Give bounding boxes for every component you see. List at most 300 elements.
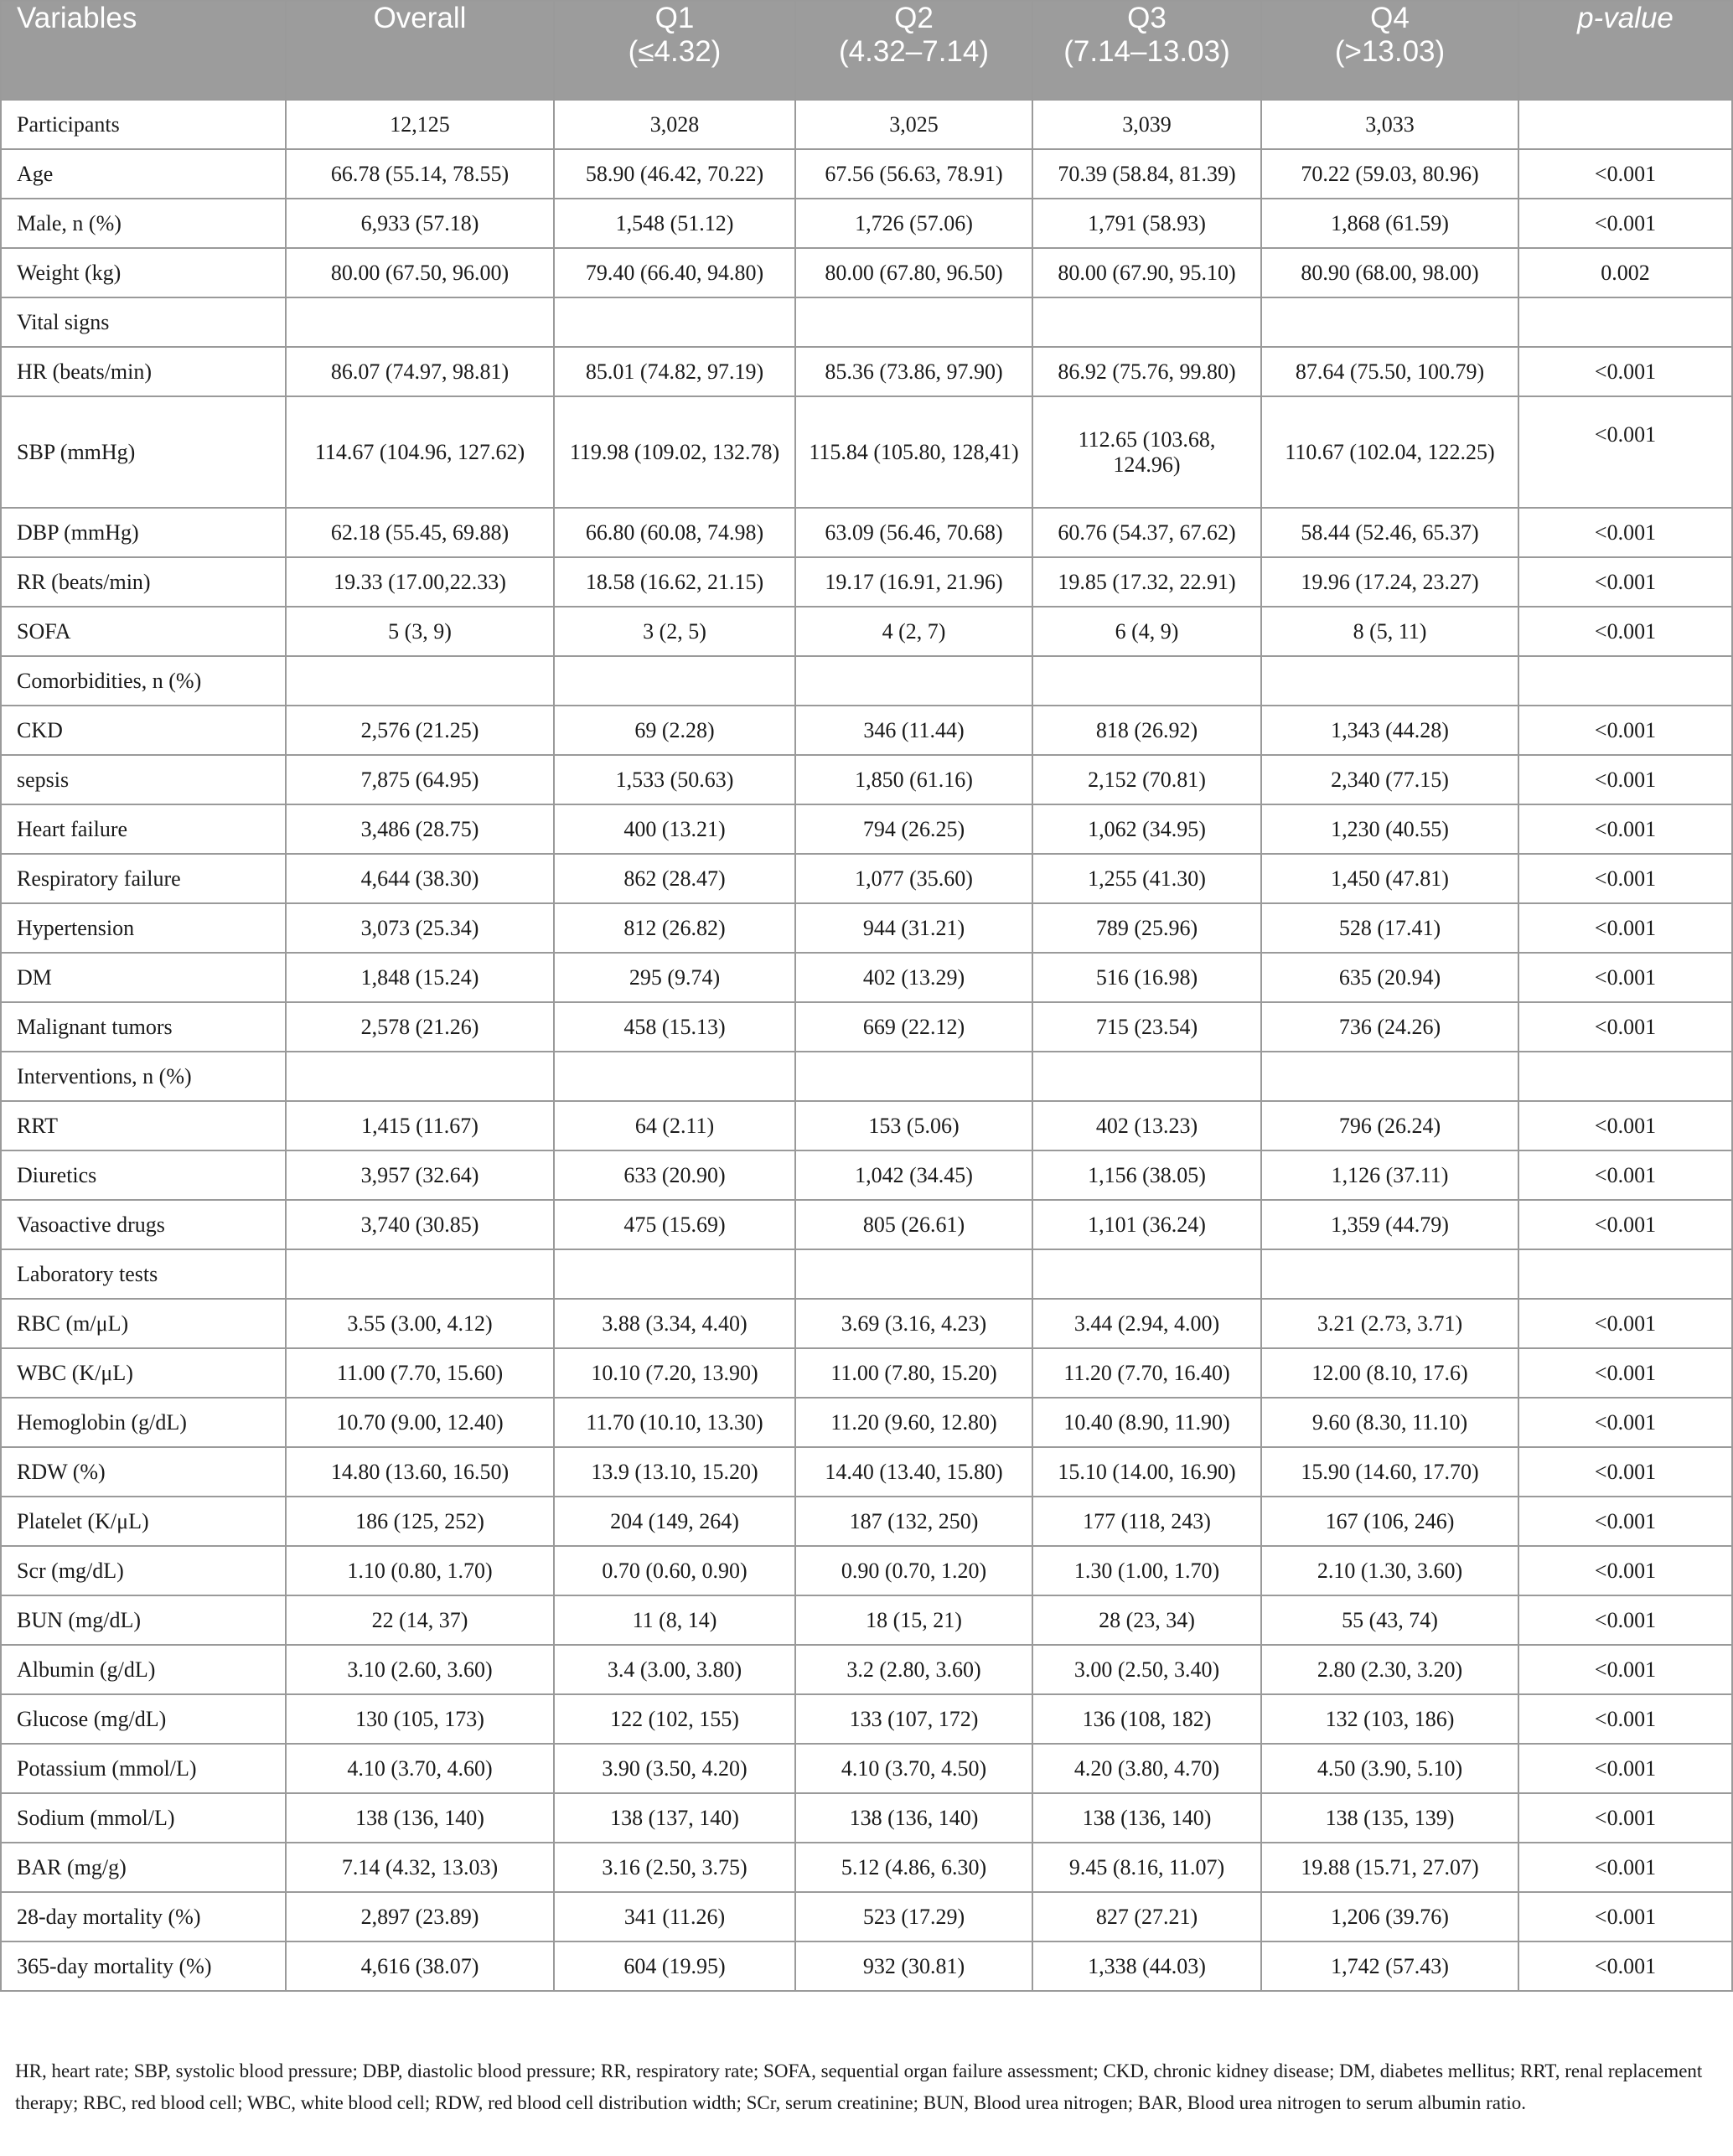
table-row xyxy=(1,953,1732,1002)
table-cell: 67.56 (56.63, 78.91) xyxy=(795,149,1032,199)
table-cell: <0.001 xyxy=(1518,199,1732,248)
table-cell: <0.001 xyxy=(1518,396,1732,508)
table-cell: 789 (25.96) xyxy=(1032,903,1261,953)
table-cell: 458 (15.13) xyxy=(554,1002,795,1052)
table-cell: 3,033 xyxy=(1261,100,1518,149)
table-cell: 1,359 (44.79) xyxy=(1261,1200,1518,1249)
table-cell: 827 (27.21) xyxy=(1032,1892,1261,1941)
table-row xyxy=(1,854,1732,903)
table-row xyxy=(1,1398,1732,1447)
table-cell: 3,025 xyxy=(795,100,1032,149)
table-cell: 177 (118, 243) xyxy=(1032,1497,1261,1546)
table-cell: <0.001 xyxy=(1518,1150,1732,1200)
table-cell: 794 (26.25) xyxy=(795,804,1032,854)
table-cell: <0.001 xyxy=(1518,1694,1732,1744)
table-row xyxy=(1,1793,1732,1843)
header-label: p-value xyxy=(1577,2,1674,34)
table-cell: <0.001 xyxy=(1518,1892,1732,1941)
table-row xyxy=(1,100,1732,149)
table-cell: 19.33 (17.00,22.33) xyxy=(286,557,554,607)
table-cell: 80.00 (67.80, 96.50) xyxy=(795,248,1032,297)
table-cell: 1,533 (50.63) xyxy=(554,755,795,804)
table-cell xyxy=(1032,1249,1261,1299)
table-cell: 2.80 (2.30, 3.20) xyxy=(1261,1645,1518,1694)
row-label: DM xyxy=(1,953,286,1002)
table-cell: 5 (3, 9) xyxy=(286,607,554,656)
table-cell: <0.001 xyxy=(1518,1843,1732,1892)
table-row xyxy=(1,1348,1732,1398)
table-cell: <0.001 xyxy=(1518,1546,1732,1595)
table-cell: 11.00 (7.80, 15.20) xyxy=(795,1348,1032,1398)
table-cell: 63.09 (56.46, 70.68) xyxy=(795,508,1032,557)
table-cell: 15.10 (14.00, 16.90) xyxy=(1032,1447,1261,1497)
row-label: 28-day mortality (%) xyxy=(1,1892,286,1941)
table-cell xyxy=(554,656,795,706)
table-cell xyxy=(795,656,1032,706)
table-cell: 932 (30.81) xyxy=(795,1941,1032,1991)
table-row xyxy=(1,1200,1732,1249)
table-cell: 0.70 (0.60, 0.90) xyxy=(554,1546,795,1595)
table-row xyxy=(1,1101,1732,1150)
table-row xyxy=(1,1595,1732,1645)
table-cell: 400 (13.21) xyxy=(554,804,795,854)
table-cell: 11.70 (10.10, 13.30) xyxy=(554,1398,795,1447)
table-cell: 346 (11.44) xyxy=(795,706,1032,755)
table-cell: 19.88 (15.71, 27.07) xyxy=(1261,1843,1518,1892)
table-cell: 13.9 (13.10, 15.20) xyxy=(554,1447,795,1497)
row-label: Hemoglobin (g/dL) xyxy=(1,1398,286,1447)
row-label: RBC (m/μL) xyxy=(1,1299,286,1348)
table-header xyxy=(1,1,1732,100)
table-cell: <0.001 xyxy=(1518,854,1732,903)
row-label: RR (beats/min) xyxy=(1,557,286,607)
table-cell: <0.001 xyxy=(1518,1744,1732,1793)
row-label: Laboratory tests xyxy=(1,1249,286,1299)
table-cell: 6,933 (57.18) xyxy=(286,199,554,248)
table-cell xyxy=(1518,100,1732,149)
table-cell: 4.50 (3.90, 5.10) xyxy=(1261,1744,1518,1793)
table-cell: 60.76 (54.37, 67.62) xyxy=(1032,508,1261,557)
row-label: DBP (mmHg) xyxy=(1,508,286,557)
table-row xyxy=(1,1002,1732,1052)
table-row xyxy=(1,607,1732,656)
table-cell: 4.10 (3.70, 4.50) xyxy=(795,1744,1032,1793)
header-p-value xyxy=(1518,1,1732,100)
table-cell: 1,062 (34.95) xyxy=(1032,804,1261,854)
row-label: Vital signs xyxy=(1,297,286,347)
table-cell xyxy=(1518,1249,1732,1299)
header-range: (7.14–13.03) xyxy=(1063,35,1230,68)
table-cell: 3.90 (3.50, 4.20) xyxy=(554,1744,795,1793)
table-row xyxy=(1,1052,1732,1101)
table-cell: 86.92 (75.76, 99.80) xyxy=(1032,347,1261,396)
table-cell: <0.001 xyxy=(1518,1398,1732,1447)
table-cell: 1,742 (57.43) xyxy=(1261,1941,1518,1991)
table-cell: 3,486 (28.75) xyxy=(286,804,554,854)
table-cell: 187 (132, 250) xyxy=(795,1497,1032,1546)
table-cell: 4.10 (3.70, 4.60) xyxy=(286,1744,554,1793)
table-cell: 516 (16.98) xyxy=(1032,953,1261,1002)
table-cell: 3,028 xyxy=(554,100,795,149)
table-cell: 1.10 (0.80, 1.70) xyxy=(286,1546,554,1595)
table-cell: 528 (17.41) xyxy=(1261,903,1518,953)
table-cell: <0.001 xyxy=(1518,508,1732,557)
table-row xyxy=(1,1843,1732,1892)
table-cell: 3.00 (2.50, 3.40) xyxy=(1032,1645,1261,1694)
table-cell: 633 (20.90) xyxy=(554,1150,795,1200)
table-row xyxy=(1,1546,1732,1595)
row-label: BUN (mg/dL) xyxy=(1,1595,286,1645)
table-cell xyxy=(554,297,795,347)
table-cell: 1,850 (61.16) xyxy=(795,755,1032,804)
table-cell: 62.18 (55.45, 69.88) xyxy=(286,508,554,557)
header-q4 xyxy=(1261,1,1518,100)
table-cell: 11.00 (7.70, 15.60) xyxy=(286,1348,554,1398)
row-label: Diuretics xyxy=(1,1150,286,1200)
row-label: Male, n (%) xyxy=(1,199,286,248)
header-range: (≤4.32) xyxy=(628,35,722,68)
table-cell: <0.001 xyxy=(1518,953,1732,1002)
table-row xyxy=(1,297,1732,347)
table-row xyxy=(1,149,1732,199)
table-row xyxy=(1,1744,1732,1793)
table-cell: 1,791 (58.93) xyxy=(1032,199,1261,248)
table-cell: 66.80 (60.08, 74.98) xyxy=(554,508,795,557)
row-label: WBC (K/μL) xyxy=(1,1348,286,1398)
table-cell xyxy=(1032,297,1261,347)
table-cell: 22 (14, 37) xyxy=(286,1595,554,1645)
header-variables xyxy=(1,1,286,100)
header-overall xyxy=(286,1,554,100)
table-cell xyxy=(286,1249,554,1299)
table-cell: 10.70 (9.00, 12.40) xyxy=(286,1398,554,1447)
table-cell xyxy=(286,297,554,347)
table-row xyxy=(1,1941,1732,1991)
table-cell: 12,125 xyxy=(286,100,554,149)
table-cell: 115.84 (105.80, 128,41) xyxy=(795,396,1032,508)
table-cell: 715 (23.54) xyxy=(1032,1002,1261,1052)
table-cell: 635 (20.94) xyxy=(1261,953,1518,1002)
table-cell: 2,897 (23.89) xyxy=(286,1892,554,1941)
table-row xyxy=(1,1447,1732,1497)
table-body xyxy=(1,100,1732,1991)
table-cell xyxy=(1032,1052,1261,1101)
table-cell: 2,578 (21.26) xyxy=(286,1002,554,1052)
table-cell: 11 (8, 14) xyxy=(554,1595,795,1645)
row-label: sepsis xyxy=(1,755,286,804)
table-cell xyxy=(795,1249,1032,1299)
table-cell: 70.39 (58.84, 81.39) xyxy=(1032,149,1261,199)
table-cell: 1,338 (44.03) xyxy=(1032,1941,1261,1991)
table-cell: 3.69 (3.16, 4.23) xyxy=(795,1299,1032,1348)
table-cell: 4.20 (3.80, 4.70) xyxy=(1032,1744,1261,1793)
table-cell: 1,343 (44.28) xyxy=(1261,706,1518,755)
table-cell: 1,848 (15.24) xyxy=(286,953,554,1002)
table-cell: 8 (5, 11) xyxy=(1261,607,1518,656)
table-row xyxy=(1,1249,1732,1299)
table-cell: 55 (43, 74) xyxy=(1261,1595,1518,1645)
table-cell: 14.40 (13.40, 15.80) xyxy=(795,1447,1032,1497)
row-label: RDW (%) xyxy=(1,1447,286,1497)
table-cell: <0.001 xyxy=(1518,1002,1732,1052)
table-cell: 10.10 (7.20, 13.90) xyxy=(554,1348,795,1398)
table-cell xyxy=(1261,1052,1518,1101)
table-cell: <0.001 xyxy=(1518,557,1732,607)
table-cell: 19.85 (17.32, 22.91) xyxy=(1032,557,1261,607)
table-cell: 3.88 (3.34, 4.40) xyxy=(554,1299,795,1348)
row-label: Interventions, n (%) xyxy=(1,1052,286,1101)
table-cell: 122 (102, 155) xyxy=(554,1694,795,1744)
table-cell: <0.001 xyxy=(1518,1299,1732,1348)
table-cell xyxy=(286,1052,554,1101)
table-row xyxy=(1,755,1732,804)
table-row xyxy=(1,1694,1732,1744)
table-cell: 669 (22.12) xyxy=(795,1002,1032,1052)
table-cell: 523 (17.29) xyxy=(795,1892,1032,1941)
table-cell: 3.10 (2.60, 3.60) xyxy=(286,1645,554,1694)
table-cell: 1,126 (37.11) xyxy=(1261,1150,1518,1200)
table-cell xyxy=(1261,656,1518,706)
table-cell: 3 (2, 5) xyxy=(554,607,795,656)
table-cell: <0.001 xyxy=(1518,1595,1732,1645)
table-cell: 4,616 (38.07) xyxy=(286,1941,554,1991)
header-range: (>13.03) xyxy=(1334,35,1446,68)
table-cell xyxy=(1261,297,1518,347)
table-row xyxy=(1,656,1732,706)
table-cell: <0.001 xyxy=(1518,1793,1732,1843)
table-cell: 2,340 (77.15) xyxy=(1261,755,1518,804)
table-cell: <0.001 xyxy=(1518,903,1732,953)
table-cell: 87.64 (75.50, 100.79) xyxy=(1261,347,1518,396)
table-cell: 1,077 (35.60) xyxy=(795,854,1032,903)
table-cell: 4,644 (38.30) xyxy=(286,854,554,903)
table-cell: 4 (2, 7) xyxy=(795,607,1032,656)
table-cell: <0.001 xyxy=(1518,347,1732,396)
table-cell: 138 (137, 140) xyxy=(554,1793,795,1843)
table-cell: 9.60 (8.30, 11.10) xyxy=(1261,1398,1518,1447)
table-row xyxy=(1,903,1732,953)
row-label: Vasoactive drugs xyxy=(1,1200,286,1249)
table-cell: 132 (103, 186) xyxy=(1261,1694,1518,1744)
table-cell: 7,875 (64.95) xyxy=(286,755,554,804)
table-cell xyxy=(1261,1249,1518,1299)
table-cell: 70.22 (59.03, 80.96) xyxy=(1261,149,1518,199)
table-cell: 138 (136, 140) xyxy=(286,1793,554,1843)
table-cell: 1.30 (1.00, 1.70) xyxy=(1032,1546,1261,1595)
header-label: Q2 xyxy=(894,2,934,34)
table-cell: 133 (107, 172) xyxy=(795,1694,1032,1744)
table-cell: 85.01 (74.82, 97.19) xyxy=(554,347,795,396)
table-row xyxy=(1,1497,1732,1546)
header-label: Q4 xyxy=(1370,2,1410,34)
table-cell: 341 (11.26) xyxy=(554,1892,795,1941)
table-cell: 944 (31.21) xyxy=(795,903,1032,953)
table-cell: 1,042 (34.45) xyxy=(795,1150,1032,1200)
table-cell: 1,230 (40.55) xyxy=(1261,804,1518,854)
table-cell: 1,450 (47.81) xyxy=(1261,854,1518,903)
table-cell: 69 (2.28) xyxy=(554,706,795,755)
row-label: Malignant tumors xyxy=(1,1002,286,1052)
row-label: Platelet (K/μL) xyxy=(1,1497,286,1546)
table-cell xyxy=(554,1249,795,1299)
row-label: Albumin (g/dL) xyxy=(1,1645,286,1694)
table-cell: 3.44 (2.94, 4.00) xyxy=(1032,1299,1261,1348)
table-cell: 114.67 (104.96, 127.62) xyxy=(286,396,554,508)
table-row xyxy=(1,396,1732,508)
table-cell: <0.001 xyxy=(1518,149,1732,199)
row-label: Weight (kg) xyxy=(1,248,286,297)
table-cell: <0.001 xyxy=(1518,1645,1732,1694)
table-cell: 18.58 (16.62, 21.15) xyxy=(554,557,795,607)
table-row xyxy=(1,508,1732,557)
table-cell: 66.78 (55.14, 78.55) xyxy=(286,149,554,199)
table-cell: 3,039 xyxy=(1032,100,1261,149)
table-cell: 3.2 (2.80, 3.60) xyxy=(795,1645,1032,1694)
table-cell: 1,255 (41.30) xyxy=(1032,854,1261,903)
header-q2 xyxy=(795,1,1032,100)
table-cell: 2.10 (1.30, 3.60) xyxy=(1261,1546,1518,1595)
table-cell: 3.16 (2.50, 3.75) xyxy=(554,1843,795,1892)
table-cell: 475 (15.69) xyxy=(554,1200,795,1249)
table-cell: 1,156 (38.05) xyxy=(1032,1150,1261,1200)
table-cell xyxy=(1032,656,1261,706)
table-cell: 80.90 (68.00, 98.00) xyxy=(1261,248,1518,297)
table-cell: <0.001 xyxy=(1518,1941,1732,1991)
table-row xyxy=(1,1150,1732,1200)
table-cell: 818 (26.92) xyxy=(1032,706,1261,755)
table-cell: 138 (136, 140) xyxy=(795,1793,1032,1843)
table-cell: 7.14 (4.32, 13.03) xyxy=(286,1843,554,1892)
table-cell: 0.90 (0.70, 1.20) xyxy=(795,1546,1032,1595)
table-cell: 167 (106, 246) xyxy=(1261,1497,1518,1546)
table-cell: 402 (13.29) xyxy=(795,953,1032,1002)
table-cell: 1,548 (51.12) xyxy=(554,199,795,248)
table-cell: 15.90 (14.60, 17.70) xyxy=(1261,1447,1518,1497)
row-label: Scr (mg/dL) xyxy=(1,1546,286,1595)
row-label: Comorbidities, n (%) xyxy=(1,656,286,706)
table-row xyxy=(1,347,1732,396)
table-cell: 1,726 (57.06) xyxy=(795,199,1032,248)
table-cell: 186 (125, 252) xyxy=(286,1497,554,1546)
row-label: Sodium (mmol/L) xyxy=(1,1793,286,1843)
table-cell: <0.001 xyxy=(1518,1200,1732,1249)
table-cell: 862 (28.47) xyxy=(554,854,795,903)
table-cell: 1,206 (39.76) xyxy=(1261,1892,1518,1941)
table-cell: 3,957 (32.64) xyxy=(286,1150,554,1200)
row-label: Respiratory failure xyxy=(1,854,286,903)
row-label: Age xyxy=(1,149,286,199)
table-cell: 110.67 (102.04, 122.25) xyxy=(1261,396,1518,508)
table-row xyxy=(1,1892,1732,1941)
header-label: Variables xyxy=(17,2,137,34)
table-cell: 85.36 (73.86, 97.90) xyxy=(795,347,1032,396)
table-footnote: HR, heart rate; SBP, systolic blood pressure; DBP, diastolic blood pressure; RR, respiratory rate; SOFA, sequential organ failure assessment; CKD, chronic kidney disease; DM, diabetes mellitus; RRT, renal replacement therapy; RBC, red blood cell; WBC, white blood cell; RDW, red blood cell distribution width; SCr, serum creatinine; BUN, Blood urea nitrogen; BAR, Blood urea nitrogen to serum albumin ratio. xyxy=(15,2060,1703,2113)
table-cell: 28 (23, 34) xyxy=(1032,1595,1261,1645)
table-cell xyxy=(795,1052,1032,1101)
table-cell: 79.40 (66.40, 94.80) xyxy=(554,248,795,297)
header-q3 xyxy=(1032,1,1261,100)
row-label: HR (beats/min) xyxy=(1,347,286,396)
row-label: Potassium (mmol/L) xyxy=(1,1744,286,1793)
table-cell: 2,152 (70.81) xyxy=(1032,755,1261,804)
table-row xyxy=(1,1299,1732,1348)
table-cell: 796 (26.24) xyxy=(1261,1101,1518,1150)
table-cell: 130 (105, 173) xyxy=(286,1694,554,1744)
table-cell: 138 (136, 140) xyxy=(1032,1793,1261,1843)
table-cell: 3.4 (3.00, 3.80) xyxy=(554,1645,795,1694)
row-label: 365-day mortality (%) xyxy=(1,1941,286,1991)
table-row xyxy=(1,804,1732,854)
table-row xyxy=(1,199,1732,248)
table-row xyxy=(1,248,1732,297)
table-cell: 86.07 (74.97, 98.81) xyxy=(286,347,554,396)
table-cell xyxy=(554,1052,795,1101)
table-cell: 3,073 (25.34) xyxy=(286,903,554,953)
table-cell: 138 (135, 139) xyxy=(1261,1793,1518,1843)
table-cell: 112.65 (103.68, 124.96) xyxy=(1032,396,1261,508)
table-cell: 80.00 (67.50, 96.00) xyxy=(286,248,554,297)
table-cell: 64 (2.11) xyxy=(554,1101,795,1150)
table-cell xyxy=(1518,656,1732,706)
table-cell: <0.001 xyxy=(1518,804,1732,854)
header-row xyxy=(1,1,1732,100)
row-label: BAR (mg/g) xyxy=(1,1843,286,1892)
header-label: Overall xyxy=(373,2,467,34)
table-cell xyxy=(1518,297,1732,347)
table-cell: 402 (13.23) xyxy=(1032,1101,1261,1150)
table-cell: 295 (9.74) xyxy=(554,953,795,1002)
table-cell: 11.20 (7.70, 16.40) xyxy=(1032,1348,1261,1398)
row-label: SBP (mmHg) xyxy=(1,396,286,508)
table-cell: 3,740 (30.85) xyxy=(286,1200,554,1249)
row-label: SOFA xyxy=(1,607,286,656)
table-cell: <0.001 xyxy=(1518,706,1732,755)
row-label: Participants xyxy=(1,100,286,149)
table-cell: 1,868 (61.59) xyxy=(1261,199,1518,248)
table-cell: 805 (26.61) xyxy=(795,1200,1032,1249)
table-cell: 736 (24.26) xyxy=(1261,1002,1518,1052)
header-range: (4.32–7.14) xyxy=(838,35,990,68)
table-cell: <0.001 xyxy=(1518,1497,1732,1546)
row-label: Hypertension xyxy=(1,903,286,953)
row-label: CKD xyxy=(1,706,286,755)
table-cell: 812 (26.82) xyxy=(554,903,795,953)
table-row xyxy=(1,1645,1732,1694)
table-cell: 10.40 (8.90, 11.90) xyxy=(1032,1398,1261,1447)
table-cell: 0.002 xyxy=(1518,248,1732,297)
table-cell: 58.44 (52.46, 65.37) xyxy=(1261,508,1518,557)
table-cell: 3.55 (3.00, 4.12) xyxy=(286,1299,554,1348)
table-cell: <0.001 xyxy=(1518,755,1732,804)
table-cell: 5.12 (4.86, 6.30) xyxy=(795,1843,1032,1892)
table-cell: 12.00 (8.10, 17.6) xyxy=(1261,1348,1518,1398)
table-cell: 1,415 (11.67) xyxy=(286,1101,554,1150)
table-cell: 1,101 (36.24) xyxy=(1032,1200,1261,1249)
table-cell: 119.98 (109.02, 132.78) xyxy=(554,396,795,508)
table-cell: 18 (15, 21) xyxy=(795,1595,1032,1645)
table-cell: 153 (5.06) xyxy=(795,1101,1032,1150)
table-cell: 19.17 (16.91, 21.96) xyxy=(795,557,1032,607)
header-label: Q1 xyxy=(654,2,695,34)
table-cell: <0.001 xyxy=(1518,607,1732,656)
table-cell: <0.001 xyxy=(1518,1348,1732,1398)
table-cell: 19.96 (17.24, 23.27) xyxy=(1261,557,1518,607)
header-q1 xyxy=(554,1,795,100)
table-cell xyxy=(286,656,554,706)
table-cell: 3.21 (2.73, 3.71) xyxy=(1261,1299,1518,1348)
header-label: Q3 xyxy=(1127,2,1167,34)
table-cell: 14.80 (13.60, 16.50) xyxy=(286,1447,554,1497)
